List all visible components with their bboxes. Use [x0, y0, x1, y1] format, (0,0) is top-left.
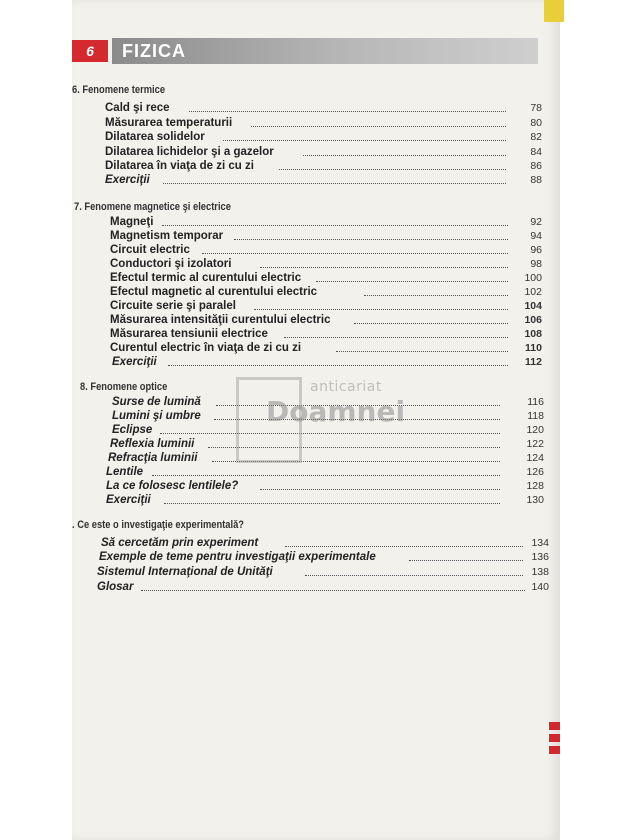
toc-page-number: 116 — [527, 396, 544, 408]
toc-entry-label: Cald şi rece — [105, 102, 170, 114]
toc-page-number: 80 — [530, 117, 542, 129]
yellow-corner — [544, 0, 564, 22]
toc-page-number: 128 — [526, 480, 544, 492]
toc-entry-label: Circuit electric — [110, 244, 190, 256]
toc-entry-label: Conductori şi izolatori — [110, 258, 232, 270]
toc-page-number: 82 — [530, 131, 542, 143]
toc-leader — [251, 126, 506, 127]
chapter-title: 6. Fenomene termice — [72, 84, 166, 96]
toc-entry — [97, 566, 549, 579]
toc-page-number: 104 — [524, 300, 542, 312]
toc-entry — [110, 314, 542, 327]
toc-entry — [105, 160, 542, 173]
header-bar — [112, 38, 538, 64]
toc-entry-label: Măsurarea tensiunii electrice — [110, 328, 268, 340]
toc-entry-label: Lumini şi umbre — [112, 410, 201, 422]
toc-entry-label: Magneţi — [110, 216, 154, 228]
left-background — [0, 0, 72, 840]
toc-entry-label: Exerciţii — [105, 174, 150, 186]
toc-entry — [101, 537, 549, 550]
toc-entry — [106, 480, 546, 493]
toc-leader — [316, 281, 508, 282]
toc-entry-label: Dilatarea în viaţa de zi cu zi — [105, 160, 254, 172]
toc-entry — [110, 244, 542, 257]
toc-page-number: 140 — [531, 581, 549, 593]
toc-page-number: 120 — [526, 424, 544, 436]
toc-entry-label: Exerciţii — [106, 494, 151, 506]
toc-leader — [141, 590, 525, 591]
toc-entry-label: Glosar — [97, 581, 134, 593]
toc-entry-label: Curentul electric în viaţa de zi cu zi — [110, 342, 302, 354]
toc-entry — [112, 356, 542, 369]
toc-leader — [284, 337, 508, 338]
red-tab-marker — [549, 734, 560, 742]
toc-leader — [285, 546, 523, 547]
toc-entry — [99, 551, 549, 564]
toc-entry — [110, 286, 542, 299]
toc-page-number: 118 — [527, 410, 544, 422]
toc-entry — [110, 272, 542, 285]
toc-page-number: 96 — [530, 244, 542, 256]
toc-page-number: 122 — [526, 438, 544, 450]
toc-entry — [105, 174, 542, 187]
toc-page-number: 84 — [530, 146, 542, 158]
toc-entry-label: Efectul termic al curentului electric — [110, 272, 302, 284]
toc-leader — [168, 365, 508, 366]
toc-page-number: 130 — [526, 494, 544, 506]
toc-page-number: 124 — [526, 452, 544, 464]
toc-page-number: 134 — [531, 537, 549, 549]
watermark-big-text: Doamnei — [266, 395, 406, 428]
toc-entry — [105, 102, 542, 115]
toc-leader — [305, 575, 523, 576]
toc-entry-label: Reflexia luminii — [110, 438, 195, 450]
toc-entry — [105, 117, 542, 130]
toc-page-number: 86 — [530, 160, 542, 172]
toc-entry — [110, 328, 542, 341]
toc-entry-label: Surse de lumină — [112, 396, 201, 408]
chapter-title: . Ce este o investigaţie experimentală? — [72, 519, 245, 531]
red-tab-marker — [549, 746, 560, 754]
toc-page-number: 78 — [530, 102, 542, 114]
toc-page-number: 92 — [530, 216, 542, 228]
toc-leader — [279, 169, 506, 170]
toc-page-number: 136 — [531, 551, 549, 563]
toc-entry-label: Măsurarea temperaturii — [105, 117, 233, 129]
chapter-title: 8. Fenomene optice — [80, 381, 168, 393]
toc-leader — [162, 225, 508, 226]
toc-entry-label: Să cercetăm prin experiment — [101, 537, 259, 549]
right-background — [560, 0, 630, 840]
toc-page-number: 110 — [525, 342, 542, 354]
toc-entry-label: Dilatarea lichidelor şi a gazelor — [105, 146, 274, 158]
toc-leader — [260, 267, 508, 268]
toc-page-number: 100 — [524, 272, 542, 284]
toc-page-number: 126 — [526, 466, 544, 478]
toc-entry — [106, 494, 546, 507]
toc-leader — [223, 140, 506, 141]
toc-page-number: 94 — [530, 230, 542, 242]
toc-page-number: 106 — [524, 314, 542, 326]
toc-leader — [254, 309, 508, 310]
toc-entry-label: Dilatarea solidelor — [105, 131, 205, 143]
toc-page-number: 108 — [524, 328, 542, 340]
toc-entry — [110, 300, 542, 313]
toc-leader — [260, 489, 500, 490]
toc-entry-label: Eclipse — [112, 424, 153, 436]
toc-entry-label: Lentile — [106, 466, 144, 478]
toc-leader — [409, 560, 523, 561]
toc-entry-label: Exemple de teme pentru investigaţii experimentale — [99, 551, 376, 563]
chapter-title: 7. Fenomene magnetice şi electrice — [74, 201, 231, 213]
page-header — [72, 36, 538, 66]
toc-entry — [105, 146, 542, 159]
toc-entry — [110, 230, 542, 243]
watermark-logo — [236, 377, 406, 459]
toc-leader — [189, 111, 506, 112]
watermark-small-text: anticariat — [310, 379, 382, 395]
toc-entry-label: Magnetism temporar — [110, 230, 224, 242]
toc-page-number: 112 — [525, 356, 542, 368]
toc-leader — [152, 475, 500, 476]
toc-entry-label: Refracţia luminii — [108, 452, 198, 464]
toc-leader — [234, 239, 508, 240]
page-number: 6 — [72, 40, 108, 62]
toc-entry-label: La ce folosesc lentilele? — [106, 480, 239, 492]
toc-leader — [164, 503, 500, 504]
toc-page-number: 102 — [524, 286, 542, 298]
toc-leader — [354, 323, 508, 324]
toc-entry — [110, 258, 542, 271]
toc-entry — [106, 466, 546, 479]
toc-page-number: 88 — [530, 174, 542, 186]
toc-leader — [336, 351, 508, 352]
toc-entry-label: Circuite serie şi paralel — [110, 300, 236, 312]
toc-entry-label: Efectul magnetic al curentului electric — [110, 286, 318, 298]
toc-leader — [163, 183, 506, 184]
page-title: FIZICA — [122, 41, 186, 61]
toc-entry-label: Măsurarea intensităţii curentului electric — [110, 314, 331, 326]
toc-entry — [110, 342, 542, 355]
toc-entry-label: Exerciţii — [112, 356, 157, 368]
toc-entry — [97, 581, 549, 594]
toc-leader — [303, 155, 506, 156]
toc-page-number: 98 — [530, 258, 542, 270]
toc-entry — [110, 216, 542, 229]
toc-entry-label: Sistemul Internaţional de Unităţi — [97, 566, 273, 578]
toc-leader — [364, 295, 508, 296]
toc-page-number: 138 — [531, 566, 549, 578]
toc-entry — [105, 131, 542, 144]
red-tab-marker — [549, 722, 560, 730]
toc-leader — [202, 253, 508, 254]
